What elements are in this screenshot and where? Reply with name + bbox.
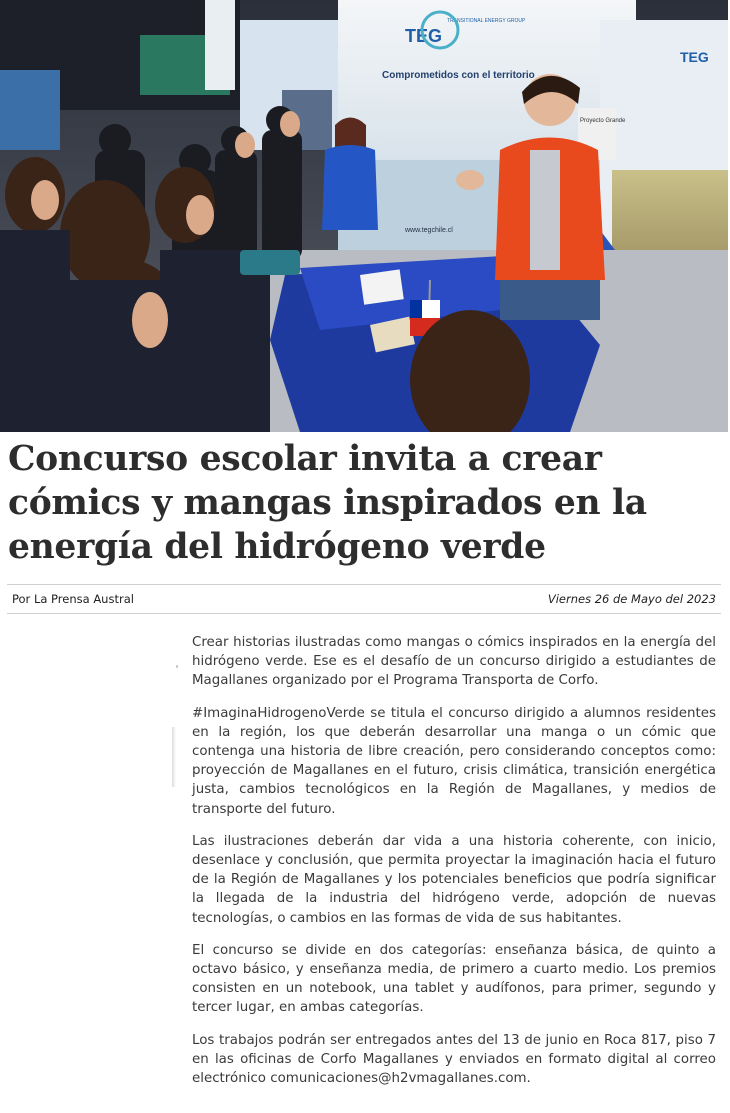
gutter-dot <box>176 665 178 668</box>
gutter-shadow <box>172 727 176 787</box>
svg-text:TEG: TEG <box>680 49 709 65</box>
article-paragraph: El concurso se divide en dos categorías: enseñanza básica, de quinto a octavo básico, y enseñanza media, de primero a cuarto medio. Los premios consisten en un notebook, una tablet y audífonos, para primer, segundo y tercer lugar, en ambas categorías. <box>192 942 716 1016</box>
article-paragraph: Crear historias ilustradas como mangas o cómics inspirados en la energía del hidrógeno verde. Ese es el desafío de un concurso dirigido a estudiantes de Magallanes organizado por el Programa Transporta de Corfo. <box>192 635 716 689</box>
article-date: Viernes 26 de Mayo del 2023 <box>547 592 716 606</box>
article-paragraph: Los trabajos podrán ser entregados antes del 13 de junio en Roca 817, piso 7 en las oficinas de Corfo Magallanes y enviados en formato digital al correo electrónico comunicaciones@h2vmagallanes.com. <box>192 1032 716 1087</box>
banner-website: www.tegchile.cl <box>405 227 453 234</box>
banner-logo: TEG <box>405 26 443 46</box>
article-photo <box>0 0 728 432</box>
article-paragraph: Las ilustraciones deberán dar vida a una historia coherente, con inicio, desenlace y conclusión, que permita proyectar la imaginación hacia el futuro de la Región de Magallanes y los potenciales beneficios que podría significar la llegada de la industria del hidrógeno verde, adopción de nuevas tecnologías, o cambios en las formas de vida de sus habitantes. <box>192 833 716 926</box>
article-author: Por La Prensa Austral <box>12 592 134 606</box>
article-byline-bar <box>7 584 721 614</box>
banner-slogan: Comprometidos con el territorio <box>382 70 535 81</box>
article-headline: Concurso escolar invita a crear cómics y mangas inspirados en la energía del hidrógeno verde <box>8 439 647 567</box>
photo-sign: Proyecto Grande <box>580 118 626 124</box>
article-paragraph: #ImaginaHidrogenoVerde se titula el concurso dirigido a alumnos residentes en la región, los que deberán desarrollar una manga o un cómic que contenga una historia de libre creación, pero considerando conceptos como: proyección de Magallanes en el futuro, crisis climática, transición energética justa, cambios tecnológicos en la Región de Magallanes, y medios de transporte del futuro. <box>192 705 716 817</box>
banner-logo-sub: TRANSITIONAL ENERGY GROUP <box>447 18 526 24</box>
article-body <box>192 633 716 1101</box>
